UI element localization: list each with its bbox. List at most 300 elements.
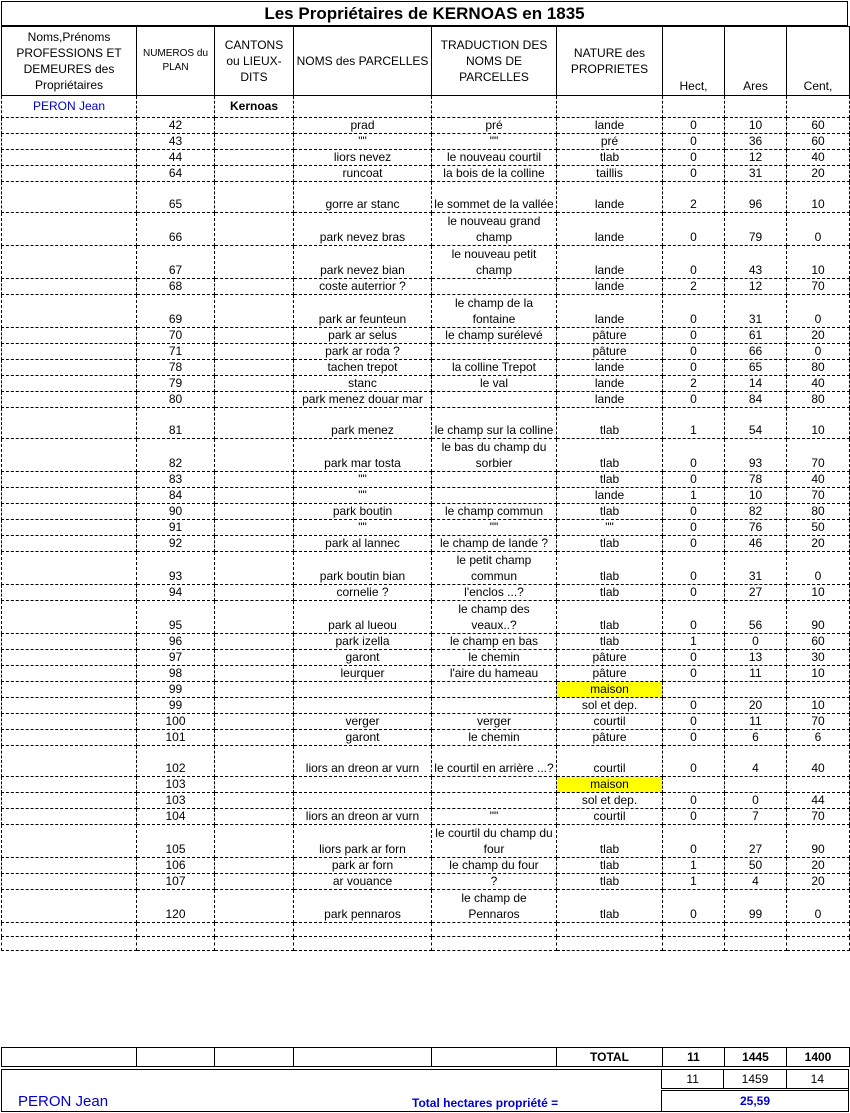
canton-cell <box>215 536 294 552</box>
owner-cell <box>2 666 137 682</box>
cent-cell: 10 <box>787 182 850 213</box>
ares-cell: 14 <box>725 376 787 392</box>
owner-cell <box>2 650 137 666</box>
cent-cell: 60 <box>787 118 850 134</box>
ares-cell: 12 <box>725 150 787 166</box>
translation-cell: le nouveau courtil <box>432 150 557 166</box>
numero-cell: 90 <box>137 504 215 520</box>
canton-cell <box>215 730 294 746</box>
empty-cell <box>432 937 557 951</box>
cent-cell: 70 <box>787 809 850 825</box>
canton-cell <box>215 746 294 777</box>
cent-cell: 10 <box>787 246 850 279</box>
footer-owner-name: PERON Jean <box>18 1093 109 1110</box>
nature-cell: "" <box>557 520 663 536</box>
translation-cell: le champ sur la colline <box>432 408 557 439</box>
parcel-row <box>2 601 850 634</box>
canton-cell <box>215 874 294 890</box>
parcel-row <box>2 890 850 923</box>
parcel-name-cell: tachen trepot <box>294 360 432 376</box>
numero-cell: 96 <box>137 634 215 650</box>
numero-cell: 84 <box>137 488 215 504</box>
ares-cell: 13 <box>725 650 787 666</box>
cent-cell: 20 <box>787 858 850 874</box>
hect-cell: 0 <box>663 439 725 472</box>
canton-cell <box>215 279 294 295</box>
translation-cell <box>432 698 557 714</box>
header-numero: NUMEROS du PLAN <box>137 27 215 96</box>
translation-cell <box>432 472 557 488</box>
hect-cell: 0 <box>663 714 725 730</box>
hect-cell: 1 <box>663 634 725 650</box>
hect-cell: 1 <box>663 874 725 890</box>
empty-cell <box>787 923 850 937</box>
hect-cell: 0 <box>663 793 725 809</box>
ares-cell: 56 <box>725 601 787 634</box>
translation-cell: le champ de Pennaros <box>432 890 557 923</box>
parcel-name-cell: verger <box>294 714 432 730</box>
cent-cell: 80 <box>787 360 850 376</box>
nature-cell: tlab <box>557 874 663 890</box>
canton-cell <box>215 714 294 730</box>
nature-cell: pâture <box>557 730 663 746</box>
hect-cell: 2 <box>663 182 725 213</box>
nature-cell: tlab <box>557 439 663 472</box>
hect-cell: 0 <box>663 344 725 360</box>
cent-cell: 0 <box>787 295 850 328</box>
canton-cell <box>215 150 294 166</box>
owner-cell <box>2 634 137 650</box>
canton-cell <box>215 825 294 858</box>
cent-cell: 90 <box>787 825 850 858</box>
hect-cell: 1 <box>663 408 725 439</box>
ares-cell: 31 <box>725 552 787 585</box>
total-empty-cell <box>2 1048 137 1067</box>
nature-cell: lande <box>557 392 663 408</box>
parcel-name-cell: liors park ar forn <box>294 825 432 858</box>
nature-cell: tlab <box>557 150 663 166</box>
ares-cell: 4 <box>725 746 787 777</box>
nature-cell: tlab <box>557 890 663 923</box>
hect-cell: 0 <box>663 552 725 585</box>
cent-cell: 90 <box>787 601 850 634</box>
translation-cell: "" <box>432 520 557 536</box>
parcel-row <box>2 392 850 408</box>
header-row <box>2 27 850 96</box>
total-ares: 1445 <box>725 1048 787 1067</box>
canton-cell <box>215 666 294 682</box>
ares-cell: 78 <box>725 472 787 488</box>
hect-cell: 0 <box>663 504 725 520</box>
canton-cell <box>215 392 294 408</box>
ares-cell: 10 <box>725 488 787 504</box>
hect-cell <box>663 777 725 793</box>
parcel-name-cell: park boutin bian <box>294 552 432 585</box>
owner-cell <box>2 793 137 809</box>
total-empty-cell <box>432 1048 557 1067</box>
empty-cell <box>2 937 137 951</box>
canton-cell <box>215 182 294 213</box>
translation-cell: l'enclos ...? <box>432 585 557 601</box>
parcel-name-cell: park ar forn <box>294 858 432 874</box>
nature-cell: courtil <box>557 809 663 825</box>
owner-row <box>2 96 850 118</box>
nature-cell: sol et dep. <box>557 793 663 809</box>
ares-cell: 79 <box>725 213 787 246</box>
nature-cell: tlab <box>557 601 663 634</box>
canton-cell <box>215 682 294 698</box>
owner-cell <box>2 150 137 166</box>
translation-cell: la colline Trepot <box>432 360 557 376</box>
owner-cell <box>2 246 137 279</box>
nature-cell: taillis <box>557 166 663 182</box>
translation-cell: le bas du champ du sorbier <box>432 439 557 472</box>
empty-cell <box>294 923 432 937</box>
canton-cell <box>215 698 294 714</box>
parcel-name-cell: garont <box>294 650 432 666</box>
translation-cell: le champ commun <box>432 504 557 520</box>
owners-table <box>1 26 850 951</box>
parcel-row <box>2 328 850 344</box>
numero-cell: 71 <box>137 344 215 360</box>
parcel-name-cell: coste auterrior ? <box>294 279 432 295</box>
parcel-row <box>2 746 850 777</box>
owner-cell <box>2 777 137 793</box>
translation-cell <box>432 793 557 809</box>
translation-cell <box>432 682 557 698</box>
parcel-name-cell: "" <box>294 520 432 536</box>
canton-cell <box>215 858 294 874</box>
owner-cell <box>2 552 137 585</box>
empty-cell <box>137 923 215 937</box>
ares-cell: 0 <box>725 634 787 650</box>
hect-cell: 0 <box>663 246 725 279</box>
nature-cell: pâture <box>557 666 663 682</box>
ares-cell: 82 <box>725 504 787 520</box>
cent-cell: 50 <box>787 520 850 536</box>
nature-cell: lande <box>557 246 663 279</box>
empty-cell <box>215 937 294 951</box>
ares-cell <box>725 777 787 793</box>
parcel-row <box>2 714 850 730</box>
converted-total-table <box>661 1069 849 1089</box>
ares-cell: 11 <box>725 666 787 682</box>
header-nature: NATURE des PROPRIETES <box>557 27 663 96</box>
canton-cell <box>215 634 294 650</box>
ares-cell: 12 <box>725 279 787 295</box>
nature-cell: tlab <box>557 634 663 650</box>
parcel-name-cell: park menez douar mar <box>294 392 432 408</box>
cent-cell: 20 <box>787 874 850 890</box>
nature-cell: courtil <box>557 714 663 730</box>
parcel-row <box>2 536 850 552</box>
translation-cell: pré <box>432 118 557 134</box>
parcel-name-cell: liors an dreon ar vurn <box>294 809 432 825</box>
canton-cell <box>215 472 294 488</box>
owner-cell <box>2 182 137 213</box>
canton-cell <box>215 488 294 504</box>
hect-cell: 0 <box>663 213 725 246</box>
parcel-row <box>2 698 850 714</box>
numero-cell: 99 <box>137 682 215 698</box>
nature-cell: lande <box>557 295 663 328</box>
parcel-name-cell: park ar feunteun <box>294 295 432 328</box>
total-table <box>1 1047 850 1067</box>
nature-cell: tlab <box>557 585 663 601</box>
parcel-name-cell: stanc <box>294 376 432 392</box>
hect-cell: 0 <box>663 825 725 858</box>
translation-cell <box>432 344 557 360</box>
parcel-row <box>2 344 850 360</box>
hect-cell: 0 <box>663 890 725 923</box>
canton-cell <box>215 793 294 809</box>
owner-empty-cell <box>663 96 725 118</box>
nature-cell: pâture <box>557 650 663 666</box>
parcel-row <box>2 213 850 246</box>
hect-cell: 0 <box>663 601 725 634</box>
parcel-name-cell: runcoat <box>294 166 432 182</box>
nature-cell: lande <box>557 213 663 246</box>
cent-cell: 20 <box>787 328 850 344</box>
ares-cell: 93 <box>725 439 787 472</box>
hect-cell: 0 <box>663 328 725 344</box>
translation-cell: le champ surélevé <box>432 328 557 344</box>
translation-cell <box>432 777 557 793</box>
empty-row <box>2 937 850 951</box>
parcel-name-cell: park izella <box>294 634 432 650</box>
numero-cell: 43 <box>137 134 215 150</box>
canton-cell <box>215 246 294 279</box>
parcel-row <box>2 295 850 328</box>
nature-cell: tlab <box>557 408 663 439</box>
canton-cell <box>215 134 294 150</box>
owner-cell <box>2 166 137 182</box>
parcel-row <box>2 439 850 472</box>
canton-cell <box>215 408 294 439</box>
header-noms: NOMS des PARCELLES <box>294 27 432 96</box>
owner-cell <box>2 488 137 504</box>
total-empty-cell <box>215 1048 294 1067</box>
ares-cell: 99 <box>725 890 787 923</box>
nature-cell: lande <box>557 182 663 213</box>
parcel-row <box>2 793 850 809</box>
nature-cell: courtil <box>557 746 663 777</box>
nature-cell: sol et dep. <box>557 698 663 714</box>
owner-cell <box>2 730 137 746</box>
nature-cell: tlab <box>557 472 663 488</box>
owner-cell <box>2 408 137 439</box>
nature-cell: lande <box>557 376 663 392</box>
canton-cell <box>215 295 294 328</box>
owner-cell <box>2 328 137 344</box>
hect-cell: 0 <box>663 809 725 825</box>
footer-total-value: 25,59 <box>661 1090 849 1112</box>
numero-cell: 101 <box>137 730 215 746</box>
parcel-name-cell: park ar roda ? <box>294 344 432 360</box>
parcel-row <box>2 246 850 279</box>
canton-cell <box>215 650 294 666</box>
converted-ares: 1459 <box>724 1070 786 1089</box>
translation-cell: le courtil en arrière ...? <box>432 746 557 777</box>
ares-cell: 43 <box>725 246 787 279</box>
ares-cell: 27 <box>725 825 787 858</box>
cent-cell: 10 <box>787 585 850 601</box>
nature-cell: lande <box>557 488 663 504</box>
header-traduction: TRADUCTION DES NOMS DE PARCELLES <box>432 27 557 96</box>
parcel-name-cell <box>294 698 432 714</box>
owner-cell <box>2 439 137 472</box>
parcel-row <box>2 134 850 150</box>
header-canton: CANTONS ou LIEUX-DITS <box>215 27 294 96</box>
parcel-name-cell: park al lueou <box>294 601 432 634</box>
cent-cell: 40 <box>787 472 850 488</box>
cent-cell: 0 <box>787 890 850 923</box>
ares-cell: 46 <box>725 536 787 552</box>
parcel-name-cell: cornelie ? <box>294 585 432 601</box>
total-row <box>2 1048 850 1067</box>
translation-cell: le chemin <box>432 650 557 666</box>
parcel-row <box>2 150 850 166</box>
ares-cell: 84 <box>725 392 787 408</box>
ares-cell: 0 <box>725 793 787 809</box>
hect-cell: 0 <box>663 730 725 746</box>
numero-cell: 79 <box>137 376 215 392</box>
owner-cell <box>2 746 137 777</box>
hect-cell: 0 <box>663 746 725 777</box>
numero-cell: 83 <box>137 472 215 488</box>
owner-empty-cell <box>294 96 432 118</box>
parcel-row <box>2 682 850 698</box>
owner-cell <box>2 536 137 552</box>
owner-cell <box>2 585 137 601</box>
nature-cell: lande <box>557 360 663 376</box>
numero-cell: 78 <box>137 360 215 376</box>
numero-cell: 94 <box>137 585 215 601</box>
numero-cell: 104 <box>137 809 215 825</box>
translation-cell: verger <box>432 714 557 730</box>
owner-empty-cell <box>725 96 787 118</box>
hect-cell: 0 <box>663 118 725 134</box>
parcel-name-cell: liors an dreon ar vurn <box>294 746 432 777</box>
owner-cell <box>2 134 137 150</box>
ares-cell: 10 <box>725 118 787 134</box>
translation-cell: le nouveau grand champ <box>432 213 557 246</box>
translation-cell: le champ en bas <box>432 634 557 650</box>
parcel-name-cell: prad <box>294 118 432 134</box>
header-owner: Noms,Prénoms PROFESSIONS ET DEMEURES des Propriétaires <box>2 27 137 96</box>
total-empty-cell <box>137 1048 215 1067</box>
numero-cell: 80 <box>137 392 215 408</box>
ares-cell: 50 <box>725 858 787 874</box>
parcel-name-cell: leurquer <box>294 666 432 682</box>
hect-cell: 0 <box>663 472 725 488</box>
parcel-name-cell: garont <box>294 730 432 746</box>
cent-cell: 20 <box>787 536 850 552</box>
canton-cell <box>215 890 294 923</box>
parcel-name-cell: gorre ar stanc <box>294 182 432 213</box>
numero-cell: 68 <box>137 279 215 295</box>
ares-cell: 76 <box>725 520 787 536</box>
nature-cell: tlab <box>557 825 663 858</box>
translation-cell: "" <box>432 809 557 825</box>
ares-cell: 36 <box>725 134 787 150</box>
nature-cell: lande <box>557 279 663 295</box>
hect-cell: 1 <box>663 488 725 504</box>
owner-cell <box>2 890 137 923</box>
parcel-name-cell: park menez <box>294 408 432 439</box>
cent-cell: 60 <box>787 134 850 150</box>
translation-cell <box>432 392 557 408</box>
cent-cell: 0 <box>787 552 850 585</box>
canton-cell <box>215 552 294 585</box>
numero-cell: 98 <box>137 666 215 682</box>
ares-cell: 7 <box>725 809 787 825</box>
ares-cell: 31 <box>725 295 787 328</box>
numero-cell: 92 <box>137 536 215 552</box>
cent-cell: 30 <box>787 650 850 666</box>
parcel-row <box>2 472 850 488</box>
canton-cell <box>215 344 294 360</box>
parcel-name-cell: park boutin <box>294 504 432 520</box>
parcel-row <box>2 650 850 666</box>
parcel-name-cell: liors nevez <box>294 150 432 166</box>
ares-cell: 61 <box>725 328 787 344</box>
parcel-row <box>2 634 850 650</box>
numero-cell: 103 <box>137 793 215 809</box>
ares-cell: 11 <box>725 714 787 730</box>
hect-cell <box>663 682 725 698</box>
nature-cell: tlab <box>557 552 663 585</box>
converted-hect: 11 <box>662 1070 724 1089</box>
translation-cell: le chemin <box>432 730 557 746</box>
numero-cell: 103 <box>137 777 215 793</box>
converted-cent: 14 <box>786 1070 848 1089</box>
nature-cell: lande <box>557 118 663 134</box>
translation-cell: le courtil du champ du four <box>432 825 557 858</box>
numero-cell: 120 <box>137 890 215 923</box>
owner-cell <box>2 376 137 392</box>
canton-cell <box>215 809 294 825</box>
translation-cell: le champ des veaux..? <box>432 601 557 634</box>
nature-cell: tlab <box>557 536 663 552</box>
parcel-name-cell <box>294 682 432 698</box>
owner-cell <box>2 698 137 714</box>
numero-cell: 100 <box>137 714 215 730</box>
empty-cell <box>215 923 294 937</box>
header-hect: Hect, <box>663 27 725 96</box>
parcel-row <box>2 552 850 585</box>
parcel-name-cell: park nevez bras <box>294 213 432 246</box>
hect-cell: 0 <box>663 166 725 182</box>
parcel-row <box>2 488 850 504</box>
owner-cell <box>2 279 137 295</box>
owner-cell <box>2 118 137 134</box>
cent-cell: 10 <box>787 698 850 714</box>
parcel-name-cell: park mar tosta <box>294 439 432 472</box>
owner-cell <box>2 825 137 858</box>
numero-cell: 107 <box>137 874 215 890</box>
owner-cell <box>2 520 137 536</box>
parcel-name-cell: park al lannec <box>294 536 432 552</box>
nature-cell: pâture <box>557 344 663 360</box>
owner-empty-cell <box>787 96 850 118</box>
canton-cell <box>215 118 294 134</box>
parcel-row <box>2 360 850 376</box>
owner-cell <box>2 809 137 825</box>
translation-cell: ? <box>432 874 557 890</box>
canton-cell <box>215 504 294 520</box>
canton-cell <box>215 376 294 392</box>
